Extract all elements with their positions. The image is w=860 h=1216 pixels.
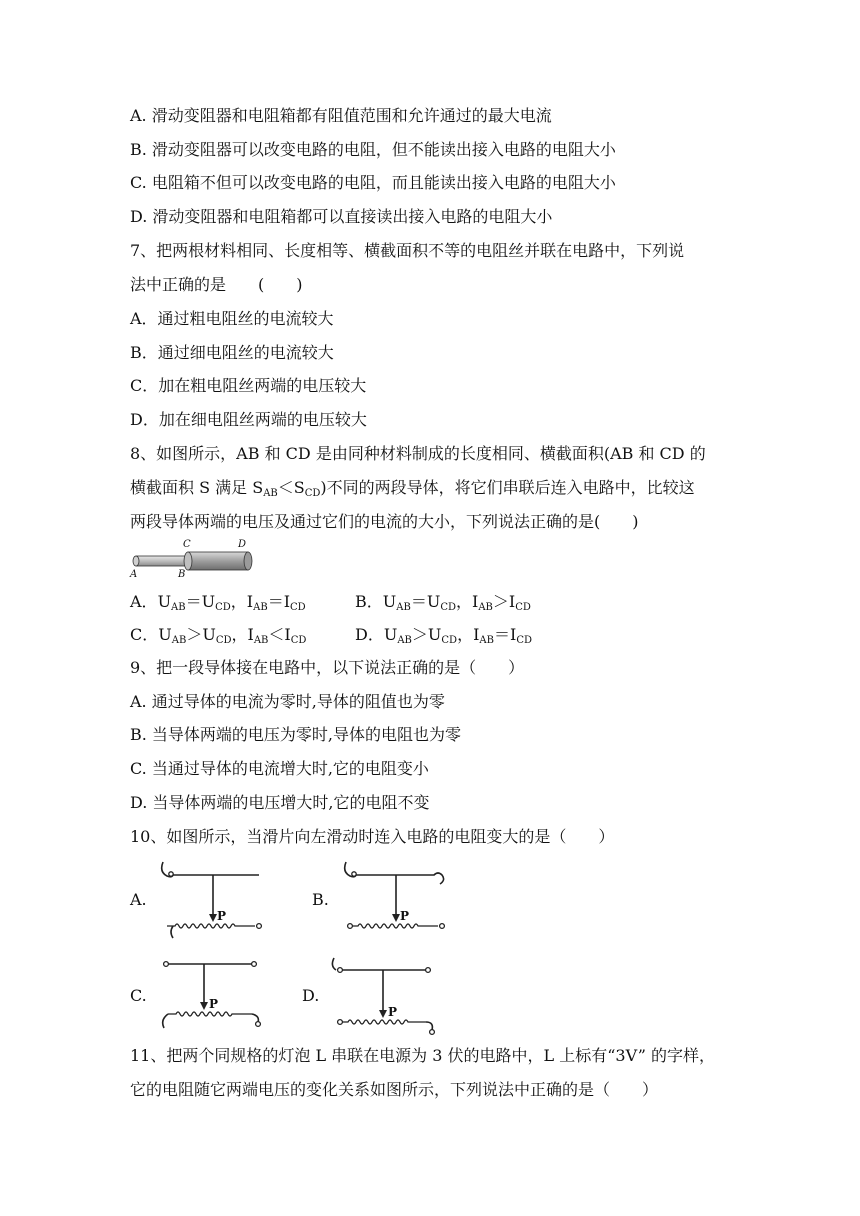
q9-option-b: B. 当导体两端的电压为零时,导体的电阻也为零 bbox=[130, 725, 462, 744]
rheostat-d-diagram bbox=[328, 954, 440, 1038]
q6-option-a: A. 滑动变阻器和电阻箱都有阻值范围和允许通过的最大电流 bbox=[130, 106, 552, 125]
fig-label-c: C bbox=[183, 539, 191, 550]
q6-option-b: B. 滑动变阻器可以改变电路的电阻，但不能读出接入电路的电阻大小 bbox=[130, 140, 616, 159]
rheostat-b-diagram bbox=[338, 858, 450, 942]
q7-option-c: C．加在粗电阻丝两端的电压较大 bbox=[130, 376, 367, 395]
rheostat-a-diagram bbox=[155, 858, 267, 942]
fig-label-d: D bbox=[238, 539, 247, 550]
q8-stem-line2-mid: ＜S bbox=[277, 478, 305, 497]
q10-stem: 10、如图所示，当滑片向左滑动时连入电路的电阻变大的是（ ） bbox=[130, 827, 615, 846]
slider-label-a: P bbox=[217, 909, 227, 923]
q10-label-d: D. bbox=[302, 986, 320, 1005]
fig-label-b: B bbox=[178, 569, 186, 580]
q8-stem-line2-post: )不同的两段导体，将它们串联后连入电路中，比较这 bbox=[320, 478, 695, 497]
q8-sub-ab: AB bbox=[263, 488, 278, 499]
q9-option-d: D. 当导体两端的电压增大时,它的电阻不变 bbox=[130, 793, 430, 812]
q8-stem-line1: 8、如图所示，AB 和 CD 是由同种材料制成的长度相同、横截面积(AB 和 CD 的 bbox=[130, 444, 706, 463]
rheostat-c-diagram bbox=[154, 954, 266, 1038]
q8-stem-line2-pre: 横截面积 S 满足 S bbox=[130, 478, 264, 497]
fig-label-a: A bbox=[130, 569, 138, 580]
slider-label-c: P bbox=[209, 997, 219, 1011]
q10-label-c: C. bbox=[130, 986, 147, 1005]
q9-option-a: A. 通过导体的电流为零时,导体的阻值也为零 bbox=[130, 692, 445, 711]
q8-option-c: C．$U_{AB}>U_{CD}$，$I_{AB}<I_{CD}$ bbox=[130, 625, 307, 646]
q9-stem: 9、把一段导体接在电路中，以下说法正确的是（ ） bbox=[130, 658, 525, 677]
conductor-figure bbox=[128, 541, 254, 581]
q7-option-a: A．通过粗电阻丝的电流较大 bbox=[130, 309, 334, 328]
q7-stem-line2: 法中正确的是 ( ) bbox=[130, 275, 303, 294]
q11-stem-line2: 它的电阻随它两端电压的变化关系如图所示，下列说法中正确的是（ ） bbox=[130, 1080, 659, 1099]
q11-stem-line1: 11、把两个同规格的灯泡 L 串联在电源为 3 伏的电路中，L 上标有“3V” 的字样， bbox=[130, 1046, 715, 1065]
q6-option-c: C. 电阻箱不但可以改变电路的电阻，而且能读出接入电路的电阻大小 bbox=[130, 173, 616, 192]
q8-option-d: D．$U_{AB}>U_{CD}$，$I_{AB}=I_{CD}$ bbox=[355, 625, 532, 646]
q8-stem-line3: 两段导体两端的电压及通过它们的电流的大小，下列说法正确的是( ) bbox=[130, 512, 639, 531]
q7-option-d: D．加在细电阻丝两端的电压较大 bbox=[130, 410, 367, 429]
q7-stem-line1: 7、把两根材料相同、长度相等、横截面积不等的电阻丝并联在电路中，下列说 bbox=[130, 241, 685, 260]
q9-option-c: C. 当通过导体的电流增大时,它的电阻变小 bbox=[130, 759, 429, 778]
q7-option-b: B．通过细电阻丝的电流较大 bbox=[130, 343, 334, 362]
q8-sub-cd: CD bbox=[304, 488, 321, 499]
q8-option-a: A．$U_{AB}=U_{CD}$，$I_{AB}=I_{CD}$ bbox=[130, 592, 306, 613]
slider-label-b: P bbox=[400, 909, 410, 923]
q8-option-b: B．$U_{AB}=U_{CD}$，$I_{AB}>I_{CD}$ bbox=[355, 592, 531, 613]
slider-label-d: P bbox=[388, 1005, 398, 1019]
q10-label-b: B. bbox=[312, 890, 329, 909]
q8-stem-line2 bbox=[130, 478, 695, 498]
q10-label-a: A. bbox=[130, 890, 147, 909]
q6-option-d: D. 滑动变阻器和电阻箱都可以直接读出接入电路的电阻大小 bbox=[130, 207, 553, 226]
